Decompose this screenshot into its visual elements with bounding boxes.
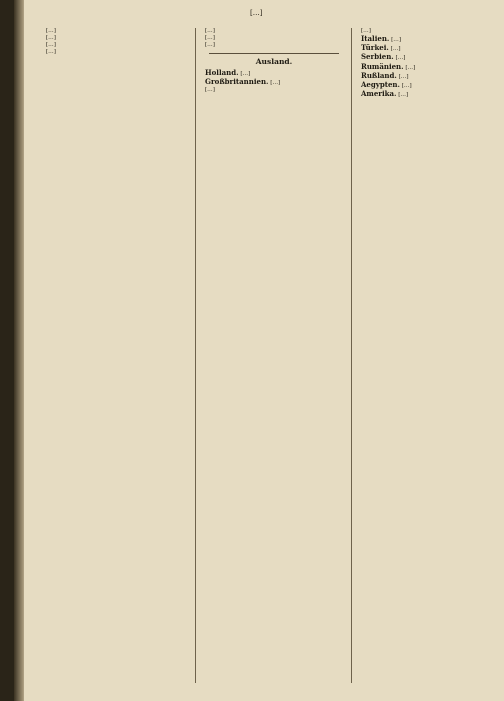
article-dateline: Rußland. bbox=[361, 70, 397, 80]
article-text: […] bbox=[361, 28, 371, 34]
article-text: […] bbox=[205, 86, 215, 93]
column-2 bbox=[199, 28, 349, 688]
article-dateline: Großbritannien. bbox=[205, 76, 269, 86]
article-paragraph bbox=[355, 90, 504, 99]
column-divider-2 bbox=[351, 28, 352, 683]
article-text: […] bbox=[46, 49, 56, 56]
column-1 bbox=[40, 28, 190, 688]
article-dateline: Aegypten. bbox=[361, 79, 400, 89]
article-text: […] bbox=[395, 55, 406, 62]
article-text: […] bbox=[46, 35, 56, 42]
article-paragraph bbox=[199, 35, 349, 42]
article-text: […] bbox=[398, 92, 409, 99]
article-text: […] bbox=[46, 28, 56, 34]
article-dateline: Amerika. bbox=[361, 89, 397, 99]
article-text: […] bbox=[401, 82, 412, 89]
article-paragraph bbox=[199, 42, 349, 49]
article-text: […] bbox=[205, 42, 215, 49]
article-dateline: Italien. bbox=[361, 34, 390, 44]
article-paragraph bbox=[40, 35, 190, 42]
article-text: […] bbox=[46, 42, 56, 49]
article-paragraph bbox=[40, 28, 190, 35]
section-divider bbox=[209, 53, 339, 54]
article-text: […] bbox=[405, 64, 416, 71]
article-text: […] bbox=[240, 70, 251, 77]
article-paragraph bbox=[40, 49, 190, 56]
article-dateline: Türkei. bbox=[361, 43, 389, 53]
article-text: […] bbox=[391, 37, 402, 44]
column-3 bbox=[355, 28, 504, 688]
article-text: […] bbox=[390, 46, 401, 53]
column-divider-1 bbox=[195, 28, 196, 683]
article-dateline: Rumänien. bbox=[361, 61, 404, 71]
article-dateline: Holland. bbox=[205, 67, 239, 77]
article-paragraph bbox=[199, 87, 349, 94]
section-heading: Ausland. bbox=[255, 57, 293, 67]
article-text: […] bbox=[398, 73, 409, 80]
article-paragraph bbox=[40, 42, 190, 49]
article-text: […] bbox=[270, 79, 281, 86]
article-text: […] bbox=[205, 35, 215, 42]
article-paragraph bbox=[199, 28, 349, 35]
article-paragraph bbox=[199, 78, 349, 87]
article-text: […] bbox=[205, 28, 215, 34]
article-dateline: Serbien. bbox=[361, 52, 394, 62]
page-number: […] bbox=[250, 9, 263, 17]
